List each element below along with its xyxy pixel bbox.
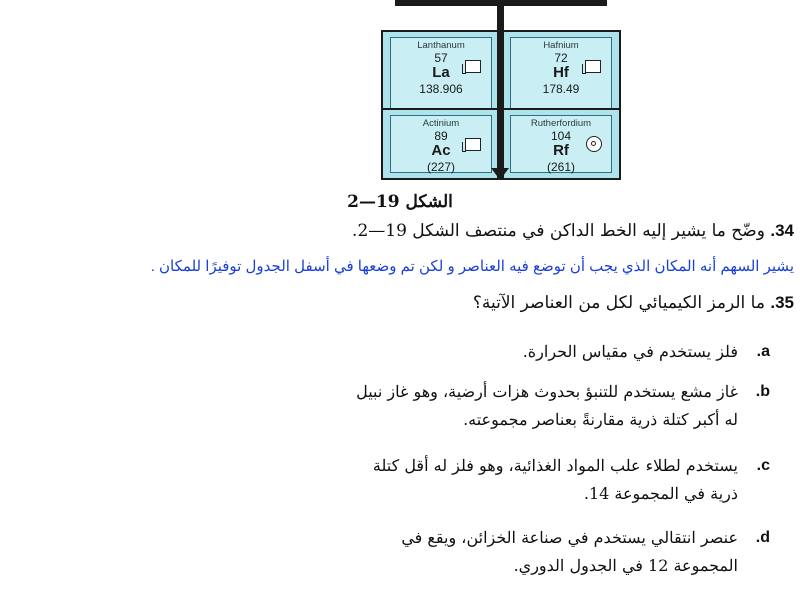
element-name: Rutherfordium	[530, 118, 592, 129]
sub-question-letter: d.	[755, 529, 770, 546]
element-cell	[390, 37, 492, 111]
question-number: 34.	[770, 221, 794, 240]
solid-state-icon	[465, 60, 481, 73]
atomic-number: 104	[550, 129, 572, 143]
element-cell	[510, 37, 612, 111]
element-symbol: La	[432, 64, 450, 81]
atomic-number: 57	[434, 51, 448, 65]
element-symbol: Rf	[553, 142, 569, 159]
sub-question-text: عنصر انتقالي يستخدم في صناعة الخزائن، ويقع في المجموعة 12 في الجدول الدوري.	[401, 528, 738, 575]
element-block-actinium	[381, 108, 501, 180]
sub-question-letter: a.	[756, 343, 770, 360]
question-text: وضّح ما يشير إليه الخط الداكن في منتصف الشكل 19—2.	[352, 221, 765, 241]
sub-question-text: غاز مشع يستخدم للتنبؤ بحدوث هزات أرضية، وهو غاز نبيل له أكبر كتلة ذرية مقارنةً بعناصر مجموعته.	[356, 382, 738, 429]
question-34	[14, 221, 794, 241]
element-block-lanthanum	[381, 30, 501, 118]
sub-question-a	[350, 338, 770, 366]
question-35	[14, 293, 794, 313]
solid-state-icon	[585, 60, 601, 73]
figure-caption: الشكل 19—2	[347, 192, 453, 212]
sub-question-text: يستخدم لطلاء علب المواد الغذائية، وهو فلز له أقل كتلة ذرية في المجموعة 14.	[372, 456, 738, 503]
synthetic-state-icon	[586, 136, 602, 152]
atomic-mass: (227)	[426, 160, 455, 174]
element-symbol: Ac	[431, 142, 451, 159]
sub-question-letter: b.	[755, 383, 770, 400]
sub-question-letter: c.	[756, 457, 770, 474]
dark-divider-line	[497, 0, 504, 178]
atomic-mass: 178.49	[542, 82, 580, 96]
atomic-mass: (261)	[546, 160, 575, 174]
element-block-rutherfordium	[501, 108, 621, 180]
question-number: 35.	[770, 293, 794, 312]
question-text: ما الرمز الكيميائي لكل من العناصر الآتية؟	[472, 293, 765, 313]
element-cell	[390, 115, 492, 173]
element-block-hafnium	[501, 30, 621, 118]
divider-arrow-tip	[491, 168, 509, 180]
answer-text: يشير السهم أنه المكان الذي يجب أن توضع فيه العناصر و لكن تم وضعها في أسفل الجدول توفيرًا للمكان .	[150, 258, 794, 275]
element-name: Actinium	[422, 118, 460, 129]
atomic-number: 89	[434, 129, 448, 143]
sub-question-text: فلز يستخدم في مقياس الحرارة.	[522, 342, 738, 361]
element-cell	[510, 115, 612, 173]
atomic-mass: 138.906	[419, 82, 463, 96]
sub-question-c	[350, 452, 770, 508]
element-name: Lanthanum	[417, 40, 465, 51]
periodic-table-figure	[381, 0, 621, 182]
sub-question-b	[350, 378, 770, 434]
atomic-number: 72	[554, 51, 568, 65]
element-symbol: Hf	[553, 64, 569, 81]
solid-state-icon	[465, 138, 481, 151]
sub-question-d	[350, 524, 770, 580]
element-name: Hafnium	[543, 40, 579, 51]
